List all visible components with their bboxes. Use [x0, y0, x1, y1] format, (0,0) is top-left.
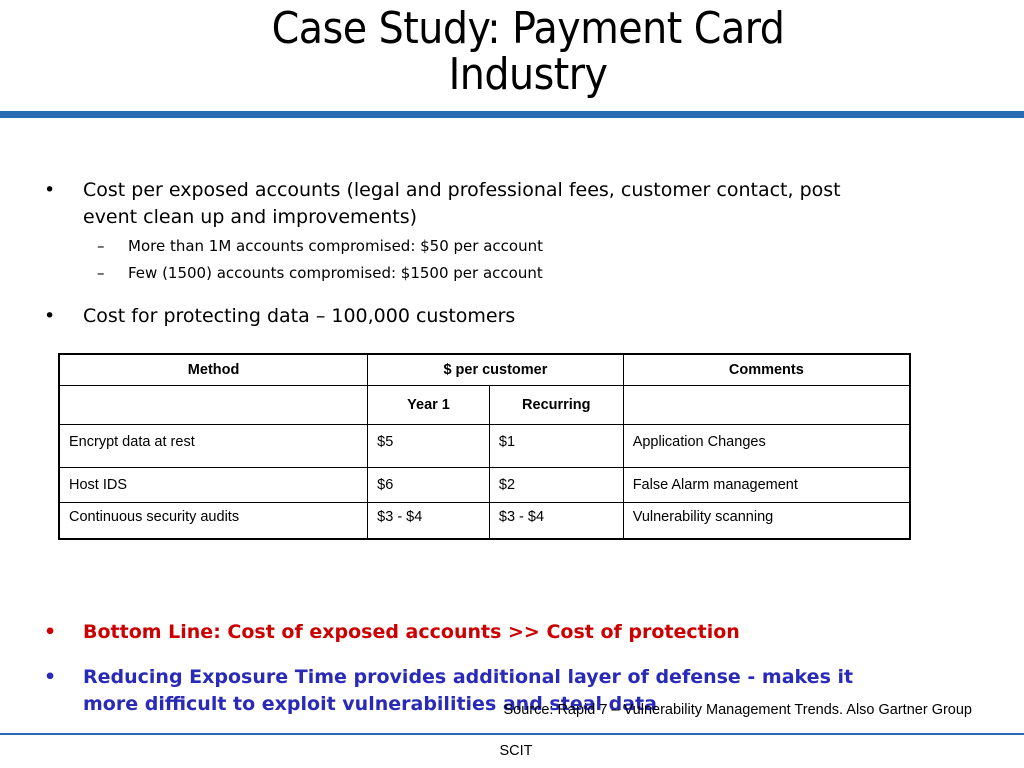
- bullet-glyph: •: [44, 179, 56, 201]
- footer-divider: [0, 733, 1024, 735]
- slide-title-line-2: Industry: [448, 49, 608, 100]
- cell-recurring: $3 - $4: [489, 502, 623, 539]
- bullet-text: Bottom Line: Cost of exposed accounts >> Cost of protection: [83, 621, 740, 643]
- sub-bullet-glyph: –: [97, 264, 105, 282]
- footer-label: SCIT: [499, 743, 533, 759]
- cell-method: Host IDS: [59, 467, 368, 502]
- bullet-text: Cost for protecting data – 100,000 customers: [83, 305, 516, 327]
- subheader-empty: [59, 385, 368, 424]
- table-subheader-row: [59, 385, 910, 424]
- sub-bullet-text: More than 1M accounts compromised: $50 per account: [128, 237, 543, 255]
- bullet-text-line-1: Cost per exposed accounts (legal and professional fees, customer contact, post: [83, 179, 841, 201]
- bullet-glyph: •: [44, 621, 57, 643]
- cell-year1: $6: [368, 467, 490, 502]
- sub-bullet-text: Few (1500) accounts compromised: $1500 per account: [128, 264, 543, 282]
- header-comments: Comments: [623, 354, 910, 385]
- cell-year1: $5: [368, 424, 490, 467]
- table-row: [59, 502, 910, 539]
- cell-comments: Vulnerability scanning: [623, 502, 910, 539]
- bullet-glyph: •: [44, 305, 56, 327]
- source-citation: Source: Rapid 7 – Vulnerability Management Trends. Also Gartner Group: [503, 702, 972, 718]
- table-row: [59, 424, 910, 467]
- cell-comments: False Alarm management: [623, 467, 910, 502]
- sub-bullet-glyph: –: [97, 237, 105, 255]
- bullet-text-line-2: event clean up and improvements): [83, 206, 418, 228]
- cell-year1: $3 - $4: [368, 502, 490, 539]
- subheader-year1: Year 1: [368, 385, 490, 424]
- cell-comments: Application Changes: [623, 424, 910, 467]
- cell-method: Encrypt data at rest: [59, 424, 368, 467]
- table-row: [59, 467, 910, 502]
- header-per-customer: $ per customer: [368, 354, 624, 385]
- header-method: Method: [59, 354, 368, 385]
- cell-method: Continuous security audits: [59, 502, 368, 539]
- cell-recurring: $1: [489, 424, 623, 467]
- subheader-recurring: Recurring: [489, 385, 623, 424]
- subheader-empty: [623, 385, 910, 424]
- bullet-glyph: •: [44, 666, 57, 688]
- table-header-row: [59, 354, 910, 385]
- cost-table: [58, 353, 911, 540]
- bullet-text-line-2: more difficult to exploit vulnerabilities and steal data: [83, 693, 657, 715]
- title-divider: [0, 111, 1024, 118]
- bullet-text-line-1: Reducing Exposure Time provides additional layer of defense - makes it: [83, 666, 854, 688]
- slide-title-line-1: Case Study: Payment Card: [271, 3, 785, 54]
- slide-title: [0, 3, 1024, 100]
- cell-recurring: $2: [489, 467, 623, 502]
